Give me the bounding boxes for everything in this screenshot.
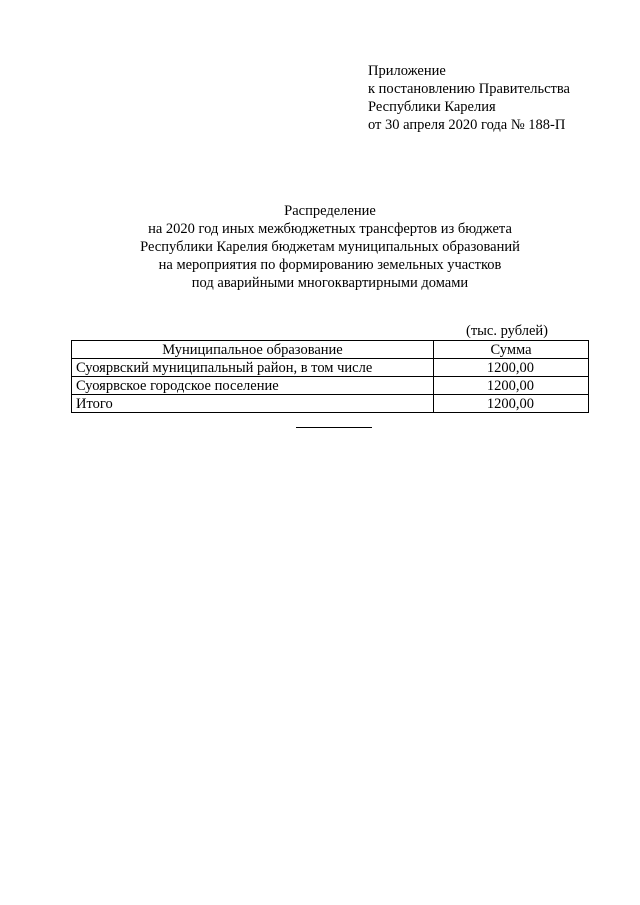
sum-cell: 1200,00 [434, 359, 589, 377]
table-row-total [72, 395, 589, 413]
document-title [40, 202, 620, 292]
column-header-sum: Сумма [434, 341, 589, 359]
appendix-line: к постановлению Правительства [368, 81, 570, 97]
appendix-line: Приложение [368, 63, 446, 79]
appendix-header [368, 62, 628, 134]
appendix-line: от 30 апреля 2020 года № 188-П [368, 117, 566, 133]
end-divider [296, 427, 372, 428]
title-line: под аварийными многоквартирными домами [191, 275, 469, 291]
title-line: Распределение [284, 203, 376, 219]
municipality-cell: Суоярвский муниципальный район, в том числе [72, 359, 434, 377]
table-row [72, 377, 589, 395]
total-sum-cell: 1200,00 [434, 395, 589, 413]
sum-cell: 1200,00 [434, 377, 589, 395]
municipality-cell: Суоярвское городское поселение [72, 377, 434, 395]
units-label: (тыс. рублей) [466, 323, 548, 339]
title-line: на мероприятия по формированию земельных участков [158, 257, 502, 273]
table-row [72, 359, 589, 377]
title-line: Республики Карелия бюджетам муниципальных образований [140, 239, 520, 255]
total-label-cell: Итого [72, 395, 434, 413]
title-line: на 2020 год иных межбюджетных трансфертов из бюджета [148, 221, 512, 237]
allocation-table [71, 340, 589, 413]
table-header-row [72, 341, 589, 359]
column-header-municipality: Муниципальное образование [72, 341, 434, 359]
appendix-line: Республики Карелия [368, 99, 496, 115]
